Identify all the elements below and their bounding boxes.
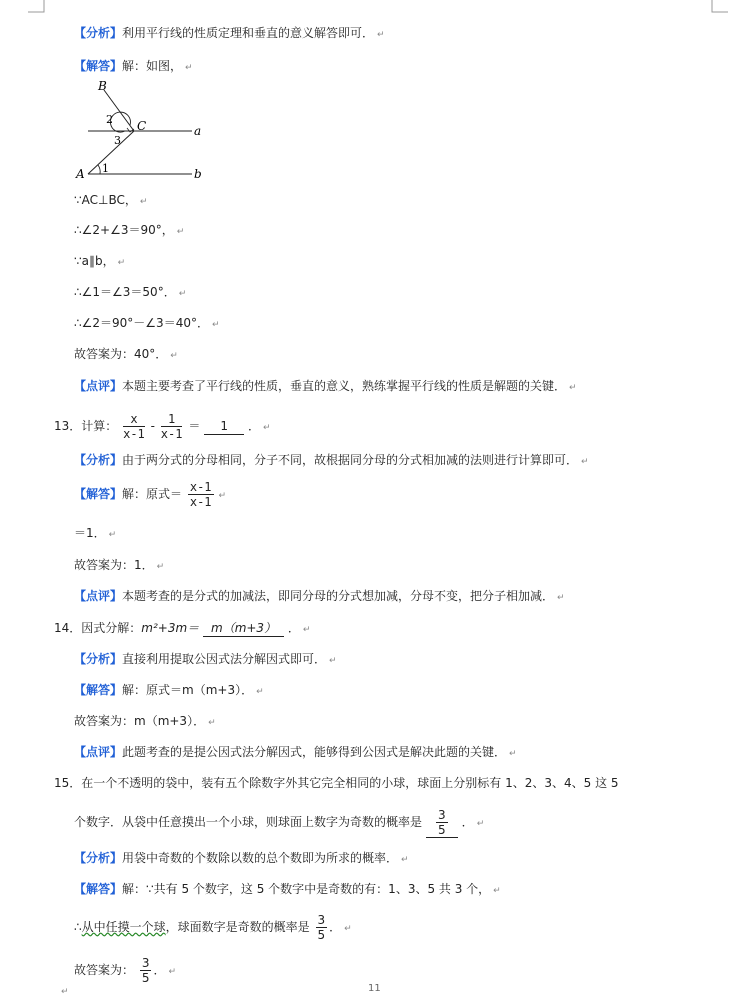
segment-ac [88,131,134,174]
q15-answer: 【解答】解：∵共有 5 个数字，这 5 个数字中是奇数的有：1、3、5 共 3 个， ↵ [74,882,501,896]
q13-stem: 13．计算： $\frac{x}{x-1}$ - $\frac{1}{x-1}$ ＝ 1 ． ↵ [54,412,271,441]
q15-analysis: 【分析】用袋中奇数的个数除以数的总个数即为所求的概率． ↵ [74,851,409,865]
q13-comment: 【点评】本题考查的是分式的加减法，即同分母的分式想加减，分母不变，把分子相加减． ↵ [74,589,565,603]
q13-answer: 【解答】解：原式＝ $\frac{x-1}{x-1}$ ↵ [74,480,227,509]
answer-label: 【解答】 [74,59,123,73]
q14-answer: 【解答】解：原式＝m（m+3）． ↵ [74,683,264,697]
q15-probability-fraction: $\frac{3}{5}$ [317,913,326,942]
label-2: 2 [106,113,113,126]
label-C: C [137,119,147,133]
q15-final: 故答案为： $\frac{3}{5}$ ． ↵ [74,956,177,985]
q12-final: 故答案为：40°． ↵ [74,347,178,361]
label-b: b [194,167,202,181]
q13-analysis: 【分析】由于两分式的分母相同，分子不同，故根据同分母的分式相加减的法则进行计算即可． ↵ [74,453,589,467]
q14-comment: 【点评】此题考查的是提公因式法分解因式，能够得到公因式是解决此题的关键． ↵ [74,745,517,759]
q13-fraction-2: $\frac{1}{x-1}$ [160,412,183,441]
label-1: 1 [102,162,109,175]
q12-step-3: ∵a∥b， ↵ [74,254,126,268]
q12-step-4: ∴∠1＝∠3＝50°． ↵ [74,285,187,299]
q14-stem: 14．因式分解：m²+3m＝ m（m+3） ． ↵ [54,621,311,635]
q15-final-fraction: $\frac{3}{5}$ [141,956,150,985]
comment-label: 【点评】 [74,379,123,393]
q14-answer-blank: m（m+3） [203,620,284,637]
analysis-label: 【分析】 [74,26,123,40]
angle-1-arc [98,165,100,174]
q12-step-2: ∴∠2+∠3＝90°， ↵ [74,223,185,237]
q15-stem-line-2: 个数字．从袋中任意摸出一个小球，则球面上数字为奇数的概率是 $\frac{3}{5}$ ． ↵ [74,808,485,837]
q12-answer: 【解答】解：如图， ↵ [74,59,193,73]
q15-line-2: ∴从中任摸一个球，球面数字是奇数的概率是 $\frac{3}{5}$ ． ↵ [74,913,352,942]
parallel-lines-figure [70,78,220,188]
q12-comment: 【点评】本题主要考查了平行线的性质，垂直的意义，熟练掌握平行线的性质是解题的关键． ↵ [74,379,577,393]
q13-line-2: ＝1． ↵ [74,526,117,540]
label-3: 3 [114,134,121,147]
label-a: a [194,124,202,138]
q13-answer-fraction: $\frac{x-1}{x-1}$ [189,480,212,509]
label-A: A [76,167,85,181]
q13-final: 故答案为：1． ↵ [74,558,165,572]
crop-mark-top-right [704,0,728,14]
q12-step-1: ∵AC⊥BC， ↵ [74,193,148,207]
q13-answer-blank: 1 [204,418,244,435]
page-number: 11 [368,983,381,994]
q12-step-5: ∴∠2＝90°－∠3＝40°． ↵ [74,316,220,330]
q13-fraction-1: $\frac{x}{x-1}$ [123,412,145,441]
q15-answer-blank: $\frac{3}{5}$ [426,808,458,838]
footer-paragraph-mark: ↵ [61,987,69,997]
q14-analysis: 【分析】直接利用提取公因式法分解因式即可． ↵ [74,652,337,666]
crop-mark-top-left [28,0,52,14]
q14-final: 故答案为：m（m+3）． ↵ [74,714,216,728]
q12-analysis: 【分析】利用平行线的性质定理和垂直的意义解答即可． ↵ [74,26,385,40]
q15-stem-line-1: 15．在一个不透明的袋中，装有五个除数字外其它完全相同的小球，球面上分别标有 1、2、3、4、5 这 5 [54,776,619,790]
label-B: B [98,79,107,93]
